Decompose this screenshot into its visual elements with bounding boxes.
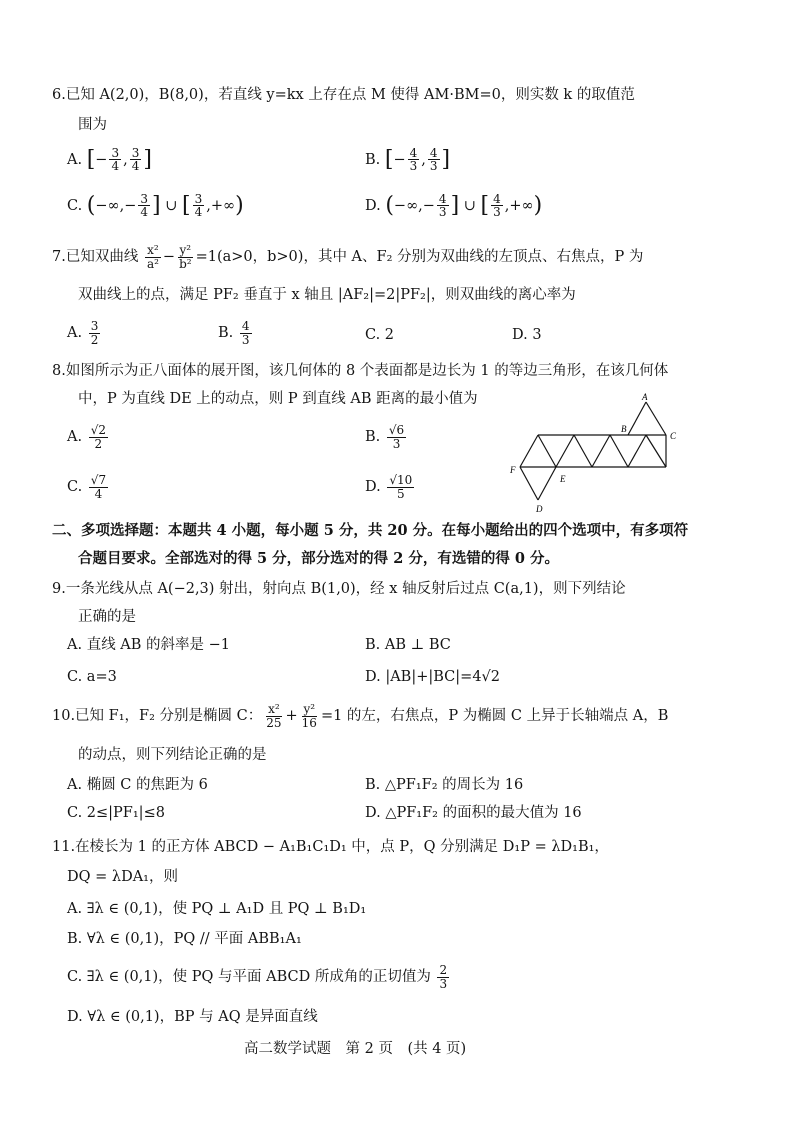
q11-option-c: C. ∃λ ∈ (0,1)，使 PQ 与平面 ABCD 所成角的正切值为 $\frac{2}{3}$ — [67, 963, 448, 991]
q11-option-d: D. ∀λ ∈ (0,1)，BP 与 AQ 是异面直线 — [67, 1009, 318, 1025]
q8-stem-line2: 中，P 为直线 DE 上的动点，则 P 到直线 AB 距离的最小值为 — [78, 391, 478, 407]
q9-option-a: A. 直线 AB 的斜率是 −1 — [67, 637, 231, 653]
page-footer: 高二数学试题 第 2 页 (共 4 页) — [244, 1041, 467, 1057]
q8-option-c: C. $\frac{√7}{4}$ — [67, 473, 107, 501]
net-label-c: C — [670, 431, 677, 441]
q6-stem-line2: 围为 — [78, 117, 107, 133]
q6-option-a: A. [− $\frac{3}{4}$ , $\frac{3}{4}$ ] — [67, 145, 152, 174]
q7-stem-line2: 双曲线上的点，满足 PF₂ 垂直于 x 轴且 |AF₂|=2|PF₂|，则双曲线的离心率为 — [78, 287, 576, 303]
q6-option-d: D. (−∞,− $\frac{4}{3}$ ] ∪ [ $\frac{4}{3}$ ,+∞) — [365, 191, 543, 220]
q7-option-d: D. 3 — [512, 327, 542, 343]
q8-option-d: D. $\frac{√10}{5}$ — [365, 473, 413, 501]
section2-header-line1: 二、多项选择题：本题共 4 小题，每小题 5 分，共 20 分。在每小题给出的四个选项中，有多项符 — [52, 522, 689, 539]
q9-option-d: D. |AB|+|BC|=4√2 — [365, 669, 501, 685]
q11-stem-line1: 11.在棱长为 1 的正方体 ABCD − A₁B₁C₁D₁ 中，点 P，Q 分别满足 D₁P = λD₁B₁， — [52, 839, 609, 855]
q10-option-a: A. 椭圆 C 的焦距为 6 — [67, 777, 208, 793]
q8-option-a: A. $\frac{√2}{2}$ — [67, 423, 106, 451]
q10-option-c: C. 2≤|PF₁|≤8 — [67, 805, 165, 821]
net-label-a: A — [642, 392, 648, 402]
q7-stem-line1: 7.已知双曲线 $\frac{\text{x²}}{\text{a²}}$ − $\frac{\text{y²}}{\text{b²}}$ =1(a>0，b>0)，其中 A、F₂ 分别为双曲线的左顶点、右焦点，P 为 — [52, 243, 644, 271]
q11-option-b: B. ∀λ ∈ (0,1)，PQ // 平面 ABB₁A₁ — [67, 931, 302, 947]
q9-option-c: C. a=3 — [67, 669, 117, 685]
q9-stem-line2: 正确的是 — [78, 609, 136, 625]
q8-option-b: B. $\frac{√6}{3}$ — [365, 423, 405, 451]
q6-option-b: B. [− $\frac{4}{3}$ , $\frac{4}{3}$ ] — [365, 145, 451, 174]
q9-stem-line1: 9.一条光线从点 A(−2,3) 射出，射向点 B(1,0)，经 x 轴反射后过点 C(a,1)，则下列结论 — [52, 581, 626, 597]
net-label-f: F — [510, 465, 516, 475]
q6-stem-line1: 6.已知 A(2,0)，B(8,0)，若直线 y=kx 上存在点 M 使得 AM·BM=0，则实数 k 的取值范 — [52, 87, 635, 103]
net-label-d: D — [536, 504, 543, 514]
q11-option-a: A. ∃λ ∈ (0,1)，使 PQ ⊥ A₁D 且 PQ ⊥ B₁D₁ — [67, 901, 367, 917]
q7-option-b: B. $\frac{4}{3}$ — [218, 319, 250, 347]
q10-option-b: B. △PF₁F₂ 的周长为 16 — [365, 777, 524, 793]
q8-stem-line1: 8.如图所示为正八面体的展开图，该几何体的 8 个表面都是边长为 1 的等边三角形，在该几何体 — [52, 363, 669, 379]
q7-option-a: A. $\frac{3}{2}$ — [67, 319, 99, 347]
section2-header-line2: 合题目要求。全部选对的得 5 分，部分选对的得 2 分，有选错的得 0 分。 — [78, 550, 560, 567]
octahedron-net-figure — [508, 390, 698, 515]
q11-stem-line2: DQ = λDA₁，则 — [67, 869, 178, 885]
q10-stem-line2: 的动点，则下列结论正确的是 — [78, 747, 267, 763]
q10-stem-line1: 10.已知 F₁，F₂ 分别是椭圆 C： $\frac{\text{x²}}{25}$ + $\frac{\text{y²}}{16}$ =1 的左，右焦点，P 为椭圆 C 上异于长轴端点 A，B — [52, 702, 669, 730]
q10-option-d: D. △PF₁F₂ 的面积的最大值为 16 — [365, 805, 582, 821]
q9-option-b: B. AB ⊥ BC — [365, 637, 451, 653]
net-label-e: E — [560, 474, 566, 484]
net-label-b: B — [621, 424, 627, 434]
q6-option-c: C. (−∞,− $\frac{3}{4}$ ] ∪ [ $\frac{3}{4}$ ,+∞) — [67, 191, 244, 220]
q7-option-c: C. 2 — [365, 327, 395, 343]
